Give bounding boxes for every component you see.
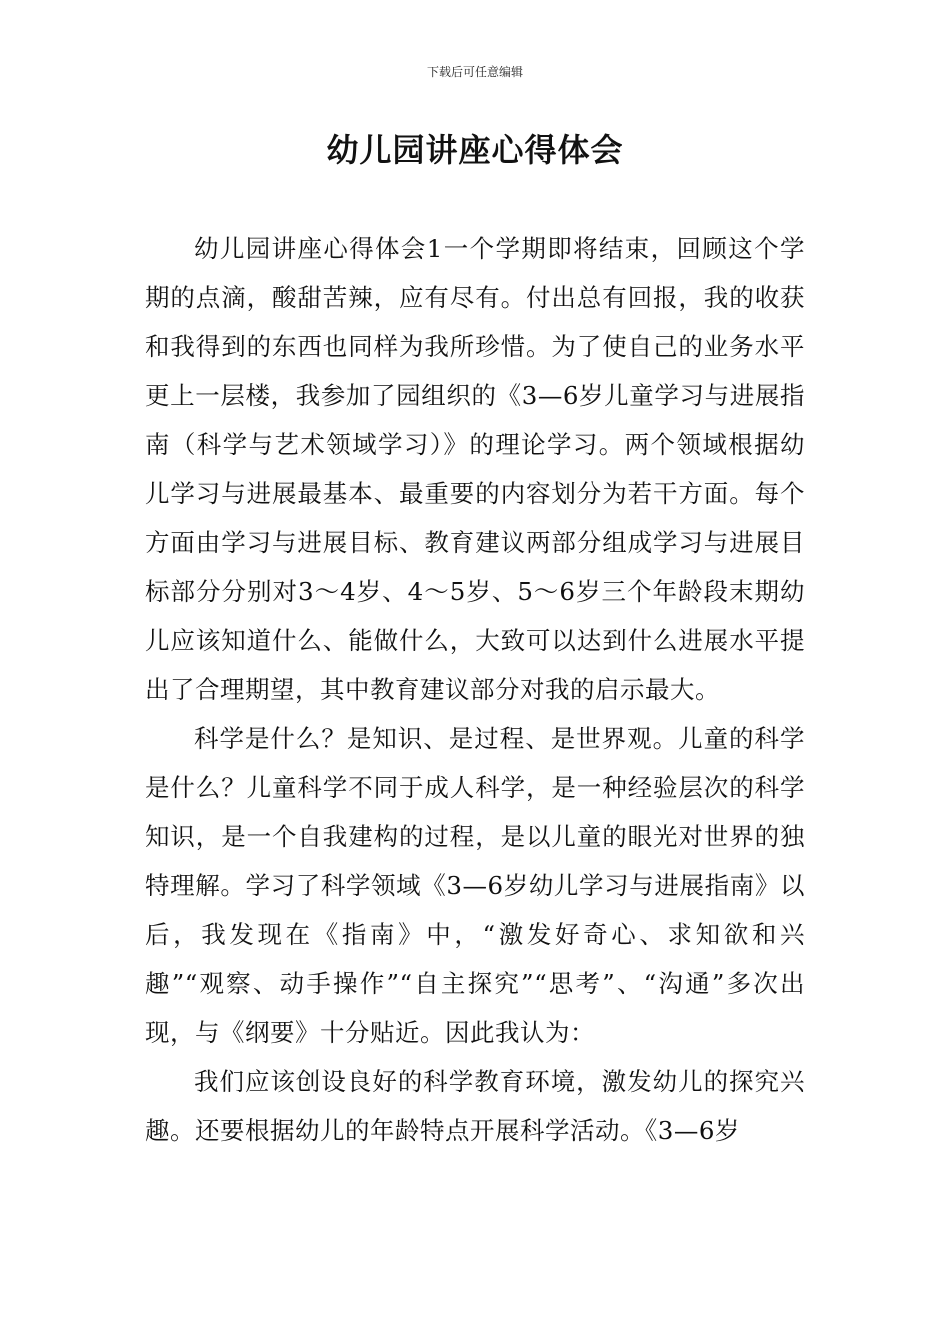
document-body (145, 224, 805, 1155)
paragraph-3: 我们应该创设良好的科学教育环境，激发幼儿的探究兴趣。还要根据幼儿的年龄特点开展科学活动。《3—6岁 (145, 1067, 805, 1145)
paragraph-1: 幼儿园讲座心得体会1一个学期即将结束，回顾这个学期的点滴，酸甜苦辣，应有尽有。付出总有回报，我的收获和我得到的东西也同样为我所珍惜。为了使自己的业务水平更上一层楼，我参加了园组织的《3—6岁儿童学习与进展指南（科学与艺术领域学习）》的理论学习。两个领域根据幼儿学习与进展最基本、最重要的内容划分为若干方面。每个方面由学习与进展目标、教育建议两部分组成学习与进展目标部分分别对3～4岁、4～5岁、5～6岁三个年龄段末期幼儿应该知道什么、能做什么，大致可以达到什么进展水平提出了合理期望，其中教育建议部分对我的启示最大。 (145, 234, 805, 704)
document-title: 幼儿园讲座心得体会 (326, 131, 624, 169)
header-note: 下载后可任意编辑 (426, 65, 523, 79)
paragraph-2: 科学是什么？是知识、是过程、是世界观。儿童的科学是什么？儿童科学不同于成人科学，是一种经验层次的科学知识，是一个自我建构的过程，是以儿童的眼光对世界的独特理解。学习了科学领域《3—6岁幼儿学习与进展指南》以后，我发现在《指南》中，“激发好奇心、求知欲和兴趣”“观察、动手操作”“自主探究”“思考”、“沟通”多次出现，与《纲要》十分贴近。因此我认为： (145, 724, 805, 1047)
